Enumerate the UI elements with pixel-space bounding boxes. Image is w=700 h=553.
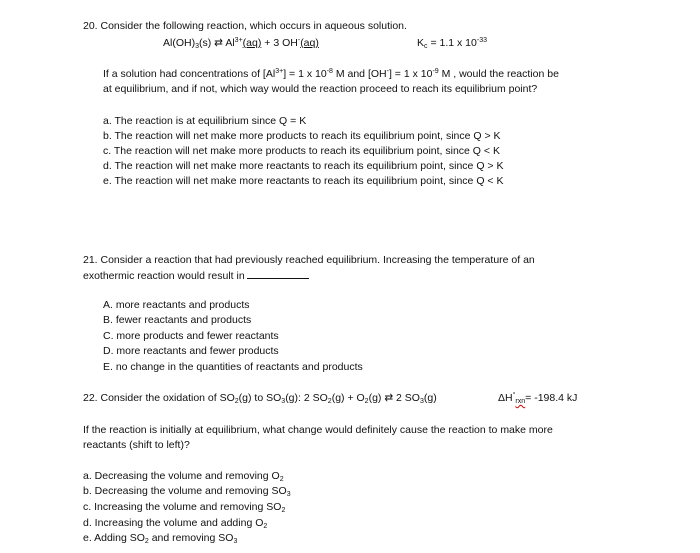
q22-option-b: b. Decreasing the volume and removing $SO_3$ <box>83 485 291 498</box>
q20-question-line-2: at equilibrium, and if not, which way would the reaction proceed to reach its equilibrium point? <box>103 83 538 95</box>
q21-stem-line-1: 21. Consider a reaction that had previously reached equilibrium. Increasing the temperature of an <box>83 254 535 266</box>
q22-option-e: e. Adding $SO_2$ and removing $SO_3$ <box>83 532 238 545</box>
q22-option-d: d. Increasing the volume and adding $O_2$ <box>83 517 268 530</box>
q22-question-line-2: reactants (shift to left)? <box>83 439 190 451</box>
q22-stem: 22. Consider the oxidation of $SO_2(g)$ to $SO_3(g)$: 2 $SO_2(g) + O_2(g)$ ⇄ 2 $SO_3(g)$ <box>83 392 437 405</box>
q21-option-d: D. more reactants and fewer products <box>103 345 279 357</box>
q20-question-line-1: If a solution had concentrations of $[Al^{3+}] = 1$ x $10^{-8}$ M and [OH-] = 1 x $10^{-9}$ M , would the reaction be <box>103 68 559 80</box>
q22-question-line-1: If the reaction is initially at equilibrium, what change would definitely cause the reaction to make more <box>83 424 553 436</box>
q21-option-b: B. fewer reactants and products <box>103 314 252 326</box>
q21-option-c: C. more products and fewer reactants <box>103 330 279 342</box>
q21-stem-line-2: exothermic reaction would result in <box>83 269 309 283</box>
q22-option-c: c. Increasing the volume and removing $SO_2$ <box>83 501 286 514</box>
q20-reaction-equation: $Al(OH)_3(s)$ ⇄ $Al^{3+}(aq) + 3$ OH-(aq) <box>163 37 319 50</box>
q20-stem: 20. Consider the following reaction, which occurs in aqueous solution. <box>83 20 407 32</box>
q20-option-c: c. The reaction will net make more products to reach its equilibrium point, since Q < K <box>103 145 500 157</box>
q22-enthalpy: $\Delta H^\circ_{rxn}= -198.4$ kJ <box>498 392 578 405</box>
q21-option-a: A. more reactants and products <box>103 299 250 311</box>
q20-kc-value: $K_c = 1.1$ x $10^{-33}$ <box>417 37 487 50</box>
q20-option-b: b. The reaction will net make more products to reach its equilibrium point, since Q > K <box>103 130 501 142</box>
q20-option-a: a. The reaction is at equilibrium since Q = K <box>103 115 307 127</box>
q20-option-d: d. The reaction will net make more reactants to reach its equilibrium point, since Q > K <box>103 160 504 172</box>
q21-answer-blank <box>247 269 309 279</box>
q22-option-a: a. Decreasing the volume and removing $O_2$ <box>83 470 284 483</box>
q20-option-e: e. The reaction will net make more reactants to reach its equilibrium point, since Q < K <box>103 175 504 187</box>
q21-option-e: E. no change in the quantities of reactants and products <box>103 361 363 373</box>
